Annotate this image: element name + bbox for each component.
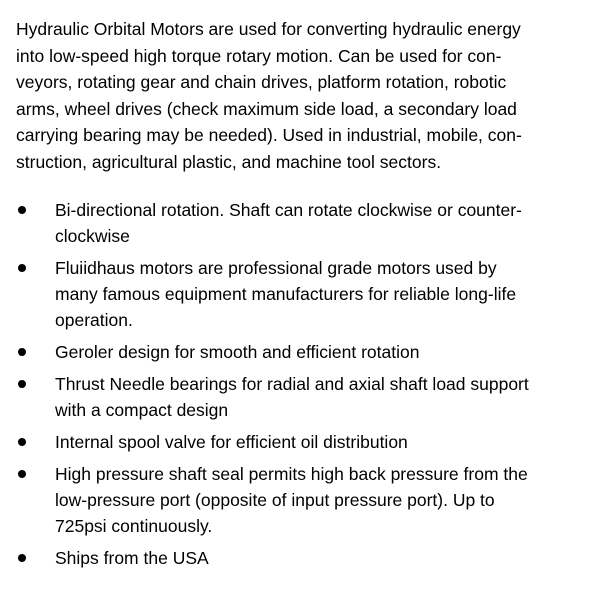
feature-line: 725psi continuously. <box>55 515 213 536</box>
bullet-icon <box>18 206 26 214</box>
feature-item-thrust-bearings <box>16 371 588 423</box>
feature-line: operation. <box>55 309 133 330</box>
feature-line: low-pressure port (opposite of input pressure port). Up to <box>55 489 495 510</box>
bullet-icon <box>18 470 26 478</box>
feature-item-bidirectional <box>16 197 588 249</box>
intro-line: veyors, rotating gear and chain drives, platform rotation, robotic <box>16 72 507 93</box>
feature-item-shaft-seal <box>16 461 588 539</box>
feature-line: clockwise <box>55 225 130 246</box>
feature-item-professional-grade <box>16 255 588 333</box>
feature-line: Thrust Needle bearings for radial and axial shaft load support <box>55 373 529 394</box>
feature-line: Fluiidhaus motors are professional grade motors used by <box>55 257 497 278</box>
feature-line: Geroler design for smooth and efficient rotation <box>55 341 420 362</box>
intro-line: carrying bearing may be needed). Used in industrial, mobile, con- <box>16 125 522 146</box>
bullet-icon <box>18 438 26 446</box>
bullet-icon <box>18 554 26 562</box>
bullet-icon <box>18 380 26 388</box>
document-body <box>16 16 588 577</box>
bullet-icon <box>18 348 26 356</box>
feature-list <box>16 197 588 571</box>
feature-line: Bi-directional rotation. Shaft can rotate clockwise or counter- <box>55 199 522 220</box>
intro-line: into low-speed high torque rotary motion. Can be used for con- <box>16 45 502 66</box>
intro-line: struction, agricultural plastic, and machine tool sectors. <box>16 151 442 172</box>
intro-line: Hydraulic Orbital Motors are used for converting hydraulic energy <box>16 19 521 39</box>
feature-line: many famous equipment manufacturers for reliable long-life <box>55 283 517 304</box>
feature-line: Internal spool valve for efficient oil distribution <box>55 431 408 452</box>
feature-line: High pressure shaft seal permits high back pressure from the <box>55 463 528 484</box>
intro-line: arms, wheel drives (check maximum side load, a secondary load <box>16 98 517 119</box>
feature-item-geroler <box>16 339 588 365</box>
intro-paragraph <box>16 16 588 176</box>
feature-item-ships-usa <box>16 545 588 571</box>
bullet-icon <box>18 264 26 272</box>
feature-line: Ships from the USA <box>55 547 209 568</box>
feature-line: with a compact design <box>55 399 229 420</box>
feature-item-spool-valve <box>16 429 588 455</box>
